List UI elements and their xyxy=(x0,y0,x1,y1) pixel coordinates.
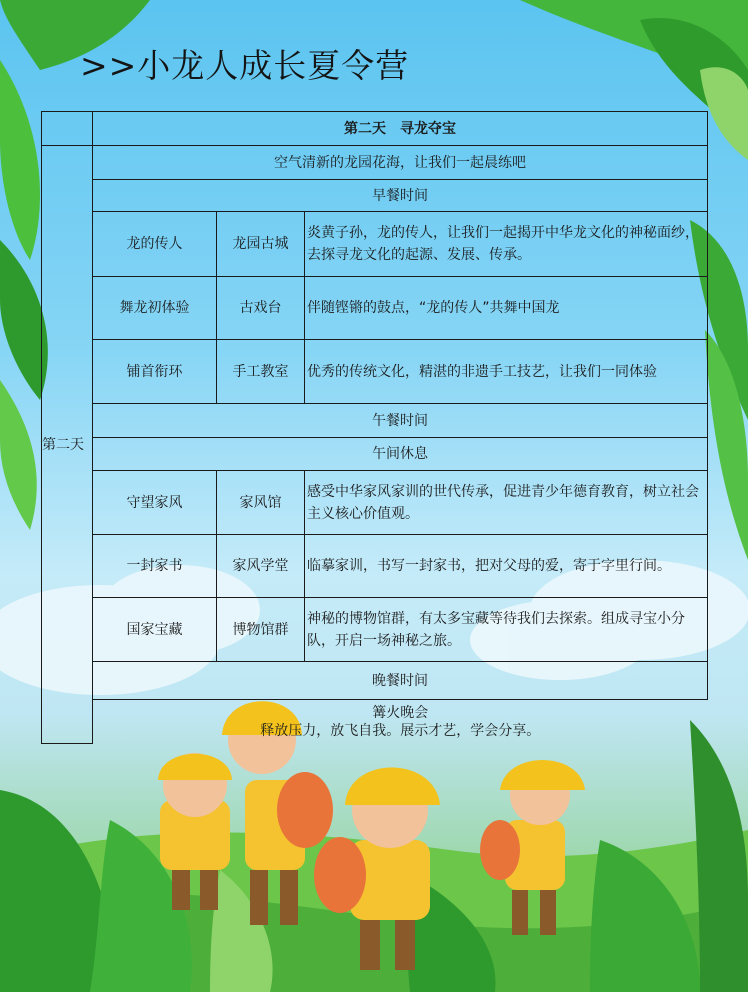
activity-desc: 感受中华家风家训的世代传承，促进青少年德育教育，树立社会主义核心价值观。 xyxy=(305,471,708,535)
table-row xyxy=(42,180,708,212)
page-title: >>小龙人成长夏令营 xyxy=(80,46,410,85)
lunch: 午餐时间 xyxy=(93,404,708,438)
activity-desc: 神秘的博物馆群，有太多宝藏等待我们去探索。组成寻宝小分队，开启一场神秘之旅。 xyxy=(305,598,708,662)
dinner: 晚餐时间 xyxy=(93,662,708,700)
activity-place: 古戏台 xyxy=(217,277,305,340)
activity-place: 博物馆群 xyxy=(217,598,305,662)
table-row xyxy=(42,277,708,340)
activity-place: 龙园古城 xyxy=(217,212,305,277)
activity-name: 龙的传人 xyxy=(93,212,217,277)
table-row xyxy=(42,146,708,180)
blank-cell xyxy=(42,112,93,146)
table-row xyxy=(42,535,708,598)
activity-name: 舞龙初体验 xyxy=(93,277,217,340)
table-row xyxy=(42,340,708,404)
campfire-cell xyxy=(93,700,708,744)
table-row xyxy=(42,404,708,438)
table-row xyxy=(42,471,708,535)
table-row xyxy=(42,112,708,146)
activity-name: 一封家书 xyxy=(93,535,217,598)
day-header: 第二天 寻龙夺宝 xyxy=(93,112,708,146)
activity-desc: 优秀的传统文化，精湛的非遗手工技艺，让我们一同体验 xyxy=(305,340,708,404)
table-row xyxy=(42,598,708,662)
day-label: 第二天 xyxy=(42,146,93,744)
activity-name: 铺首衔环 xyxy=(93,340,217,404)
activity-place: 家风学堂 xyxy=(217,535,305,598)
table-row xyxy=(42,438,708,471)
table-row xyxy=(42,700,708,744)
table-row xyxy=(42,212,708,277)
activity-name: 守望家风 xyxy=(93,471,217,535)
activity-name: 国家宝藏 xyxy=(93,598,217,662)
activity-desc: 临摹家训，书写一封家书，把对父母的爱，寄于字里行间。 xyxy=(305,535,708,598)
table-row xyxy=(42,662,708,700)
activity-place: 手工教室 xyxy=(217,340,305,404)
activity-place: 家风馆 xyxy=(217,471,305,535)
schedule-table xyxy=(41,111,708,744)
activity-desc: 炎黄子孙，龙的传人，让我们一起揭开中华龙文化的神秘面纱，去探寻龙文化的起源、发展、传承。 xyxy=(305,212,708,277)
morning-exercise: 空气清新的龙园花海，让我们一起晨练吧 xyxy=(93,146,708,180)
campfire-desc: 释放压力，放飞自我。展示才艺，学会分享。 xyxy=(260,722,541,739)
breakfast: 早餐时间 xyxy=(93,180,708,212)
campfire-title: 篝火晚会 xyxy=(372,704,429,721)
activity-desc: 伴随铿锵的鼓点，“龙的传人”共舞中国龙 xyxy=(305,277,708,340)
noon-rest: 午间休息 xyxy=(93,438,708,471)
